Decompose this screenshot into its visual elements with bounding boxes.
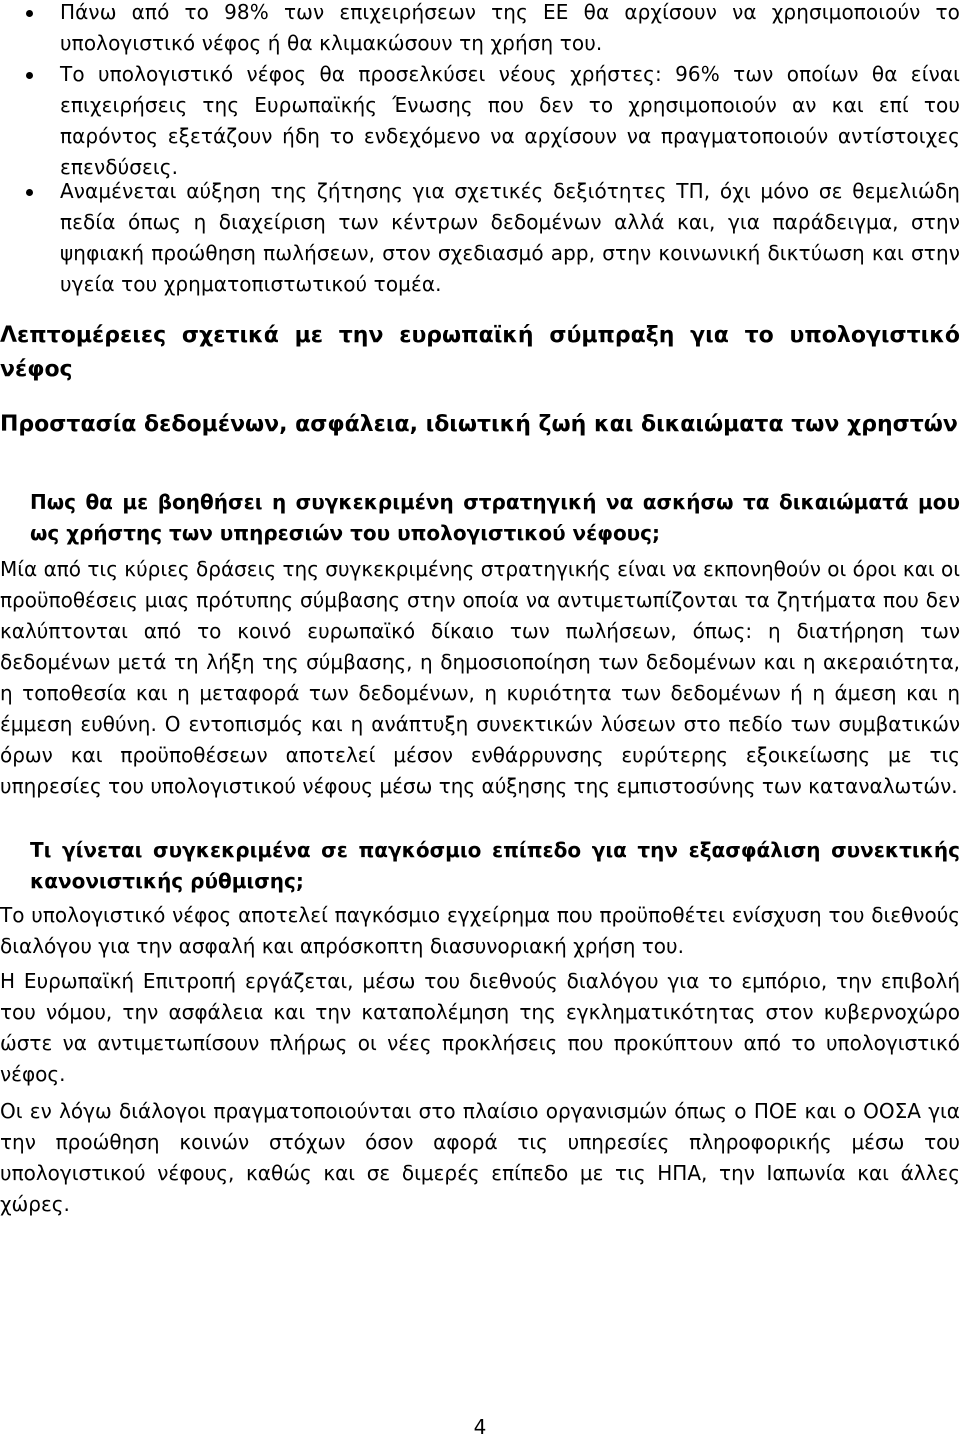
page-number: 4 xyxy=(473,1415,487,1439)
question-heading-global-regulation: Τι γίνεται συγκεκριμένα σε παγκόσμιο επίπεδο για την εξασφάλιση συνεκτικής κανονιστικής ρύθμισης; xyxy=(30,838,960,893)
bullet-dot-icon xyxy=(26,72,33,79)
bullet-item xyxy=(0,176,960,300)
question-heading-user-rights: Πως θα με βοηθήσει η συγκεκριμένη στρατηγική να ασκήσω τα δικαιώματά μου ως χρήστης των υπηρεσιών του υπολογιστικού νέφους; xyxy=(30,490,960,545)
bullet-dot-icon xyxy=(26,10,33,17)
bullet-dot-icon xyxy=(26,189,33,196)
bullet-text: Το υπολογιστικό νέφος θα προσελκύσει νέους χρήστες: 96% των οποίων θα είναι επιχειρήσεις της Ευρωπαϊκής Ένωσης που δεν το χρησιμοποιούν αν και επί του παρόντος εξετάζουν ήδη το ενδεχόμενο να αρχίσουν να πραγματοποιούν αντίστοιχες επενδύσεις. xyxy=(60,62,960,179)
bullet-text: Αναμένεται αύξηση της ζήτησης για σχετικές δεξιότητες ΤΠ, όχι μόνο σε θεμελιώδη πεδία όπως η διαχείριση των κέντρων δεδομένων αλλά και, για παράδειγμα, στην ψηφιακή προώθηση πωλήσεων, στον σχεδιασμό app, στην κοινωνική δικτύωση και στην υγεία του χρηματοπιστωτικού τομέα. xyxy=(60,179,960,296)
paragraph-dialogues: Οι εν λόγω διάλογοι πραγματοποιούνται στο πλαίσιο οργανισμών όπως ο ΠΟΕ και ο ΟΟΣΑ για την προώθηση κοινών στόχων όσον αφορά τις υπηρεσίες πληροφορικής μέσω του υπολογιστικού νέφους, καθώς και σε διμερές επίπεδο με τις ΗΠΑ, την Ιαπωνία και άλλες χώρες. xyxy=(0,1099,960,1216)
paragraph-commission: Η Ευρωπαϊκή Επιτροπή εργάζεται, μέσω του διεθνούς διαλόγου για το εμπόριο, την επιβολή του νόμου, την ασφάλεια και την καταπολέμηση της εγκληματικότητας στον κυβερνοχώρο ώστε να αντιμετωπίσουν πλήρως οι νέες προκλήσεις που προκύπτουν από το υπολογιστικό νέφος. xyxy=(0,969,960,1086)
bullet-item xyxy=(0,59,960,183)
paragraph-rights-answer: Μία από τις κύριες δράσεις της συγκεκριμένης στρατηγικής είναι να εκπονηθούν οι όροι και οι προϋποθέσεις μιας πρότυπης σύμβασης στην οποία να αντιμετωπίζονται τα ζητήματα που δεν καλύπτονται από το κοινό ευρωπαϊκό δίκαιο των πωλήσεων, όπως: η διατήρηση των δεδομένων μετά τη λήξη της σύμβασης, η δημοσιοποίηση των δεδομένων και η ακεραιότητα, η τοποθεσία και η μεταφορά των δεδομένων, η κυριότητα των δεδομένων ή η άμεση και η έμμεση ευθύνη. Ο εντοπισμός και η ανάπτυξη συνεκτικών λύσεων στο πεδίο των συμβατικών όρων και προϋποθέσεων αποτελεί μέσον ενθάρρυνσης ευρύτερης εξοικείωσης με τις υπηρεσίες του υπολογιστικού νέφους μέσω της αύξησης της εμπιστοσύνης των καταναλωτών. xyxy=(0,557,960,798)
bullet-item xyxy=(0,0,960,59)
bullet-text: Πάνω από το 98% των επιχειρήσεων της ΕΕ θα αρχίσουν να χρησιμοποιούν το υπολογιστικό νέφος ή θα κλιμακώσουν τη χρήση του. xyxy=(60,0,960,55)
section-heading-data-protection: Προστασία δεδομένων, ασφάλεια, ιδιωτική ζωή και δικαιώματα των χρηστών xyxy=(0,412,958,437)
paragraph-global-intro: Το υπολογιστικό νέφος αποτελεί παγκόσμιο εγχείρημα που προϋποθέτει ενίσχυση του διεθνούς διαλόγου για την ασφαλή και απρόσκοπτη διασυνοριακή χρήση του. xyxy=(0,903,960,958)
section-heading-cloud-partnership: Λεπτομέρειες σχετικά με την ευρωπαϊκή σύμπραξη για το υπολογιστικό νέφος xyxy=(0,323,960,382)
